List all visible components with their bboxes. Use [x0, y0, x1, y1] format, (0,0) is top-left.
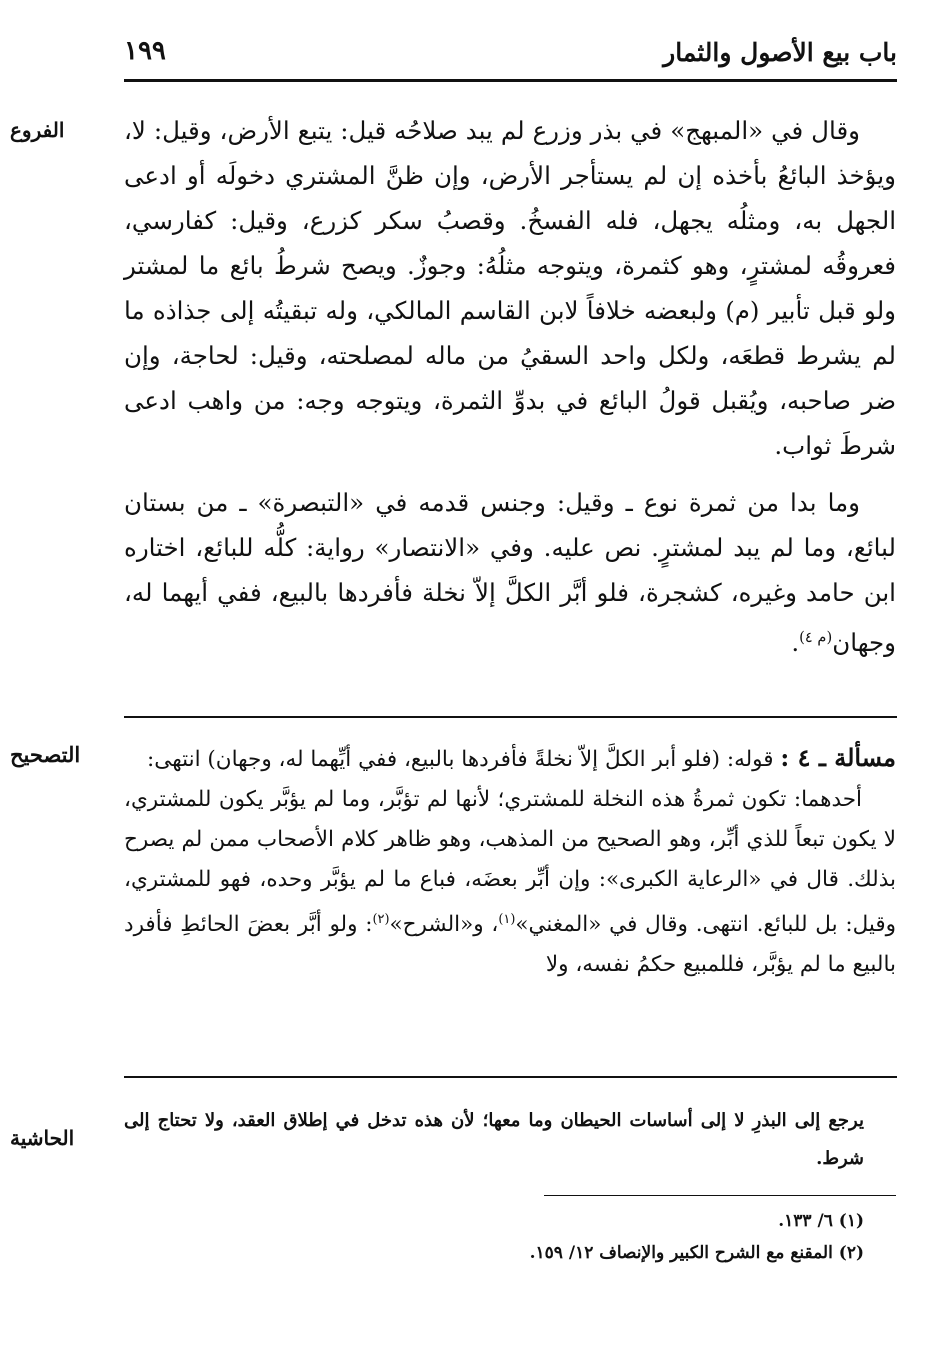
hashiya-section: [124, 1102, 864, 1178]
running-header-title: باب بيع الأصول والثمار: [663, 38, 897, 67]
issue-heading: مسألة ـ ٤ :: [780, 743, 896, 772]
tashih-text-c: : ولو أبَّر بعضَ الحائطِ فأفرد بالبيع ما لم يؤبَّر، فللمبيع حكمُ نفسه، ولا: [124, 912, 896, 978]
issue-marker: (م ٤): [799, 629, 833, 646]
margin-label-tashih: التصحيح: [10, 742, 81, 767]
main-paragraph-1: وقال في «المبهج» في بذر وزرع لم يبد صلاحُه قيل: يتبع الأرض، وقيل: لا، ويؤخذ البائعُ بأخذه إن لم يستأجر الأرض، وإن ظنَّ المشتري دخولَه أو ادعى الجهل به، ومثلُه يجهل، فله الفسخُ. وقصبُ سكر كزرع، وقيل: كفارسي، فعروقُه لمشترٍ، وهو كثمرة، ويتوجه مثلُهُ: وجوزٌ. ويصح شرطُ بائع ما لمشتر ولو قبل تأبير (م) ولبعضه خلافاً لابن القاسم المالكي، وله تبقيتُه إلى جذاذه ما لم يشرط قطعَه، ولكل واحد السقيُ من ماله لمصلحته، وقيل: لحاجة، وإن ضر صاحبه، ويُقبل قولُ البائع في بدوِّ الثمرة، ويتوجه وجه: من واهب ادعى شرطَ ثواب.: [124, 116, 896, 460]
tashih-text-b: ، و«الشرح»: [389, 912, 499, 938]
tashih-section: [124, 738, 896, 985]
main-paragraph-2-text: وما بدا من ثمرة نوع ـ وقيل: وجنس قدمه في «التبصرة» ـ من بستان لبائع، وما لم يبد لمشترٍ. نص عليه. وفي «الانتصار» رواية: كلُّه للبائع، اختاره ابن حامد وغيره، كشجرة، فلو أبَّر الكلَّ إلاّ نخلة فأفردها بالبيع، ففي أيهما له، وجهان: [124, 488, 896, 658]
margin-label-furu: الفروع: [10, 118, 65, 142]
hashiya-text: يرجع إلى البذرِ لا إلى أساسات الحيطان وما معها؛ لأن هذه تدخل في إطلاق العقد، ولا تحتاج إلى شرط.: [124, 1110, 864, 1169]
tashih-paragraph: [124, 780, 896, 985]
footnote-divider: [544, 1195, 896, 1196]
tashih-text-a: أحدهما: تكون ثمرةُ هذه النخلة للمشتري؛ لأنها لم تؤبَّر، وما لم يؤبَّر يكون للمشتري، لا يكون تبعاً للذي أبِّر، وهو الصحيح من المذهب، وهو ظاهر كلام الأصحاب ممن لم يصرح بذلك. قال في «الرعاية الكبرى»: وإن أبِّر بعضَه، فباع ما لم يؤبَّر وحده، فهو للمشتري، وقيل: بل للبائع. انتهى. وقال في «المغني»: [124, 787, 896, 938]
header-divider: [124, 79, 897, 82]
footnote-ref-2: (٢): [372, 912, 390, 927]
footnote-ref-1: (١): [498, 912, 516, 927]
footnote-1: (١) ٦/ ١٣٣.: [778, 1211, 864, 1231]
section-divider-1: [124, 716, 897, 718]
footnotes: [124, 1205, 864, 1269]
main-text: [124, 108, 896, 665]
page-number: ١٩٩: [124, 36, 166, 66]
main-paragraph-2: [124, 480, 896, 665]
main-paragraph-2-end: .: [791, 628, 800, 658]
section-divider-2: [124, 1076, 897, 1078]
issue-quote: قوله: (فلو أبر الكلَّ إلاّ نخلةً فأفردها بالبيع، ففي أيِّهما له، وجهان) انتهى:: [147, 747, 774, 772]
footnote-2: (٢) المقنع مع الشرح الكبير والإنصاف ١٢/ ١٥٩.: [529, 1243, 864, 1263]
tashih-issue-line: [124, 738, 896, 780]
margin-label-hashiya: الحاشية: [10, 1126, 75, 1150]
